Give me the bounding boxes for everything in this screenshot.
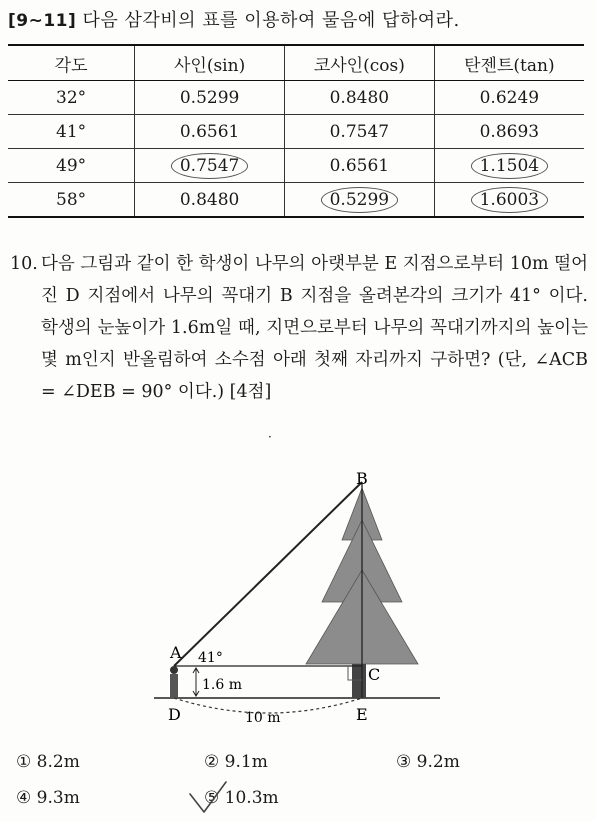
tree-elevation-figure [150,460,450,730]
instruction-text: 다음 삼각비의 표를 이용하여 물음에 답하여라. [82,10,460,31]
hand-circled-value: 0.7547 [171,153,248,179]
answer-check-mark [188,780,228,816]
label-d: D [168,705,181,724]
choice-value: 9.2m [416,752,460,772]
table-row [8,183,584,218]
label-e: E [356,705,368,724]
table-row [8,81,584,115]
tan-cell [434,149,584,183]
hand-circled-value: 0.5299 [321,187,398,213]
sin-cell [135,149,285,183]
choice-1[interactable] [16,752,80,772]
sin-cell: 0.6561 [135,115,285,149]
choice-value: 10.3m [224,788,279,808]
table-row [8,149,584,183]
column-header-angle: 각도 [8,45,135,81]
choice-mark: ② [204,752,220,772]
sin-cell: 0.5299 [135,81,285,115]
angle-cell: 41° [8,115,135,149]
table-header-row [8,45,584,81]
table-row [8,115,584,149]
column-header-tan: 탄젠트(tan) [434,45,584,81]
problem-range: [9~11] [8,11,77,31]
sin-cell: 0.8480 [135,183,285,218]
choice-value: 9.1m [224,752,268,772]
choice-value: 9.3m [36,788,80,808]
label-a: A [170,643,182,662]
choice-3[interactable] [396,752,460,772]
tan-cell [434,183,584,218]
label-b: B [356,469,368,488]
tan-cell: 0.8693 [434,115,584,149]
trig-ratio-table [8,44,584,218]
student-icon [170,666,178,698]
choice-mark: ④ [16,788,32,808]
angle-label: 41° [198,650,223,666]
question-number: 10. [10,254,38,274]
eye-height-label: 1.6 m [202,677,242,693]
cos-cell: 0.8480 [284,81,434,115]
choice-mark: ⑤ [204,788,220,808]
choice-4[interactable] [16,788,80,808]
angle-cell: 49° [8,149,135,183]
choice-2[interactable] [204,752,268,772]
hand-circled-value: 1.1504 [471,153,548,179]
angle-cell: 32° [8,81,135,115]
stray-dot-mark: · [268,430,272,444]
hand-circled-value: 1.6003 [471,187,548,213]
question-10 [10,248,588,408]
choice-mark: ③ [396,752,412,772]
question-text: 다음 그림과 같이 한 학생이 나무의 아랫부분 E 지점으로부터 10m 떨어진 D 지점에서 나무의 꼭대기 B 지점을 올려본각의 크기가 41° 이다. 학생의 눈높이가 1.6m일 때, 지면으로부터 나무의 꼭대기까지의 높이는 몇 m인지 반올림하여 소수점 아래 첫째 자리까지 구하면? (단, ∠ACB = ∠DEB = 90° 이다.) [4점] [41,254,588,402]
cos-cell: 0.6561 [284,149,434,183]
label-c: C [368,665,381,684]
cos-cell [284,183,434,218]
column-header-sin: 사인(sin) [135,45,285,81]
choice-value: 8.2m [36,752,80,772]
cos-cell: 0.7547 [284,115,434,149]
distance-label: 10 m [245,710,281,726]
angle-cell: 58° [8,183,135,218]
tan-cell: 0.6249 [434,81,584,115]
column-header-cos: 코사인(cos) [284,45,434,81]
problem-set-header [8,6,593,32]
choice-mark: ① [16,752,32,772]
